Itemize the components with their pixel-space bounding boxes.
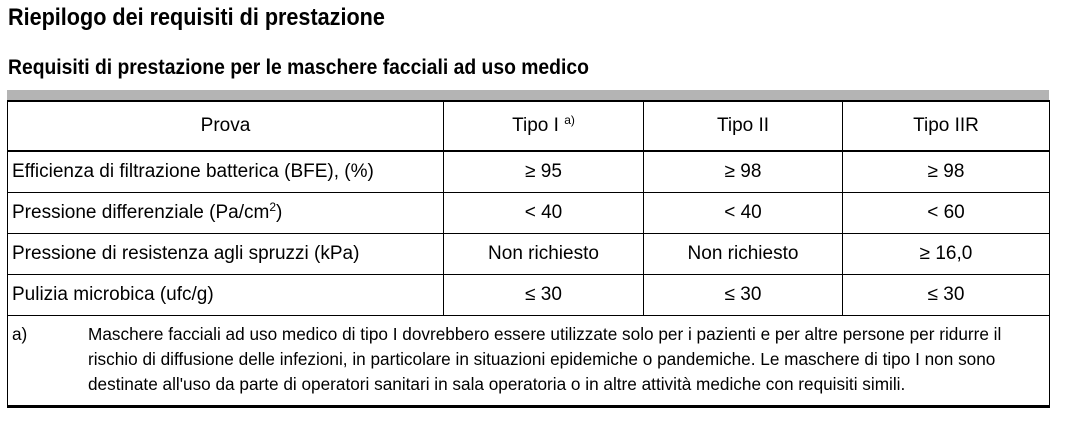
cell-tipo-i: ≥ 95	[444, 151, 644, 193]
cell-tipo-ii: < 40	[644, 193, 843, 234]
header-tipo-i	[444, 101, 644, 151]
row-label	[8, 193, 444, 234]
row-label: Efficienza di filtrazione batterica (BFE), (%)	[8, 151, 444, 193]
cell-tipo-iir: ≥ 16,0	[843, 234, 1050, 275]
header-tipo-iir: Tipo IIR	[843, 101, 1050, 151]
cell-tipo-i: ≤ 30	[444, 275, 644, 316]
row-label-superscript: 2	[269, 200, 277, 214]
row-label-text: Pressione differenziale (Pa/cm	[12, 202, 270, 223]
table-footnote	[8, 316, 1050, 407]
header-prova: Prova	[8, 101, 444, 151]
table-row	[8, 234, 1050, 275]
table-title: Requisiti di prestazione per le maschere facciali ad uso medico	[8, 56, 589, 79]
requirements-table	[7, 100, 1050, 408]
cell-tipo-ii: Non richiesto	[644, 234, 843, 275]
cell-tipo-i: Non richiesto	[444, 234, 644, 275]
cell-tipo-iir: < 60	[843, 193, 1050, 234]
footnote-text: Maschere facciali ad uso medico di tipo I dovrebbero essere utilizzate solo per i pazienti e per altre persone per ridurre il rischio di diffusione delle infezioni, in particolare in situazioni epidemiche o pandemiche. Le maschere di tipo I non sono destinate all'uso da parte di operatori sanitari in sala operatoria o in altre attività mediche con requisiti simili.	[88, 324, 1002, 394]
page-title: Riepilogo dei requisiti di prestazione	[8, 4, 385, 31]
row-label-text-end: )	[276, 202, 283, 223]
cell-tipo-ii: ≤ 30	[644, 275, 843, 316]
cell-tipo-iir: ≤ 30	[843, 275, 1050, 316]
cell-tipo-iir: ≥ 98	[843, 151, 1050, 193]
footnote-marker: a)	[12, 324, 28, 344]
cell-tipo-i: < 40	[444, 193, 644, 234]
table-header-row	[8, 101, 1050, 151]
row-label: Pressione di resistenza agli spruzzi (kPa)	[8, 234, 444, 275]
header-tipo-i-label: Tipo I	[512, 115, 559, 136]
table-note-row	[8, 316, 1050, 407]
row-label: Pulizia microbica (ufc/g)	[8, 275, 444, 316]
header-tipo-ii: Tipo II	[644, 101, 843, 151]
header-tipo-i-note-ref: a)	[564, 113, 575, 127]
table-row	[8, 193, 1050, 234]
table-top-bar	[7, 90, 1049, 100]
table-row	[8, 275, 1050, 316]
table-row	[8, 151, 1050, 193]
cell-tipo-ii: ≥ 98	[644, 151, 843, 193]
